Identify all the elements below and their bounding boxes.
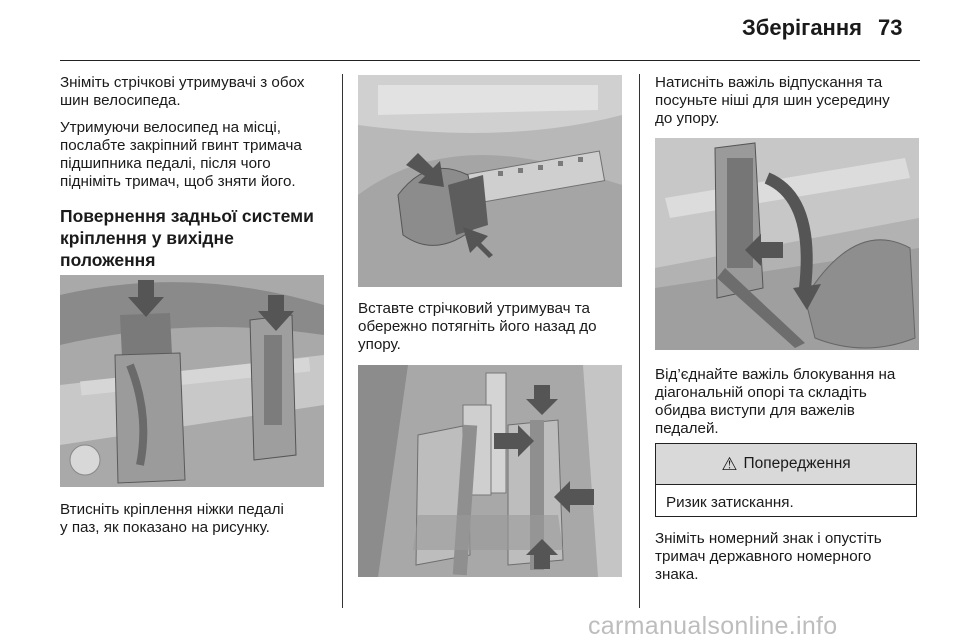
column-3-paragraph-3 xyxy=(655,530,925,593)
column3-paragraph-1: Натисніть важіль відпускання та посуньте ніші для шин усередину до упору. xyxy=(655,74,890,127)
column-divider-1 xyxy=(342,74,343,608)
figure-pedal-holders xyxy=(60,275,324,487)
page-number: 73 xyxy=(878,15,903,40)
warning-text: Ризик затискання. xyxy=(666,494,794,511)
figure-caption-2: Вставте стрічковий утримувач та обережно потягніть його назад до упору. xyxy=(358,300,597,353)
figure-caption-1: Втисніть кріплення ніжки педалі у паз, як показано на рисунку. xyxy=(60,501,284,536)
column-divider-2 xyxy=(639,74,640,608)
column1-paragraph-1: Зніміть стрічкові утримувачі з обох шин велосипеда. xyxy=(60,74,305,109)
header-divider xyxy=(60,60,920,61)
column3-paragraph-3: Зніміть номерний знак і опустіть тримач державного номерного знака. xyxy=(655,530,882,583)
watermark: carmanualsonline.info xyxy=(588,612,838,640)
figure-release-lever xyxy=(655,138,919,350)
column-1 xyxy=(60,74,330,283)
warning-triangle-icon: ⚠ xyxy=(721,453,738,474)
section-heading: Повернення задньої системи кріплення у вихідне положення xyxy=(60,206,314,270)
column-1-caption xyxy=(60,501,330,546)
column-3 xyxy=(655,74,925,137)
figure-strap-holder xyxy=(358,75,622,287)
column-3-paragraph-2 xyxy=(655,366,925,447)
warning-title: Попередження xyxy=(743,455,851,472)
column-2-caption xyxy=(358,300,628,363)
page-title: Зберігання xyxy=(742,15,862,40)
warning-header xyxy=(656,444,916,485)
figure-bicycle-carrier xyxy=(358,365,622,577)
warning-box xyxy=(655,443,917,517)
column3-paragraph-2: Від’єднайте важіль блокування на діагональній опорі та складіть обидва виступи для важелів педалей. xyxy=(655,366,896,437)
column1-paragraph-2: Утримуючи велосипед на місці, послабте закріпний гвинт тримача підшипника педалі, після чого підніміть тримач, щоб зняти його. xyxy=(60,119,302,190)
